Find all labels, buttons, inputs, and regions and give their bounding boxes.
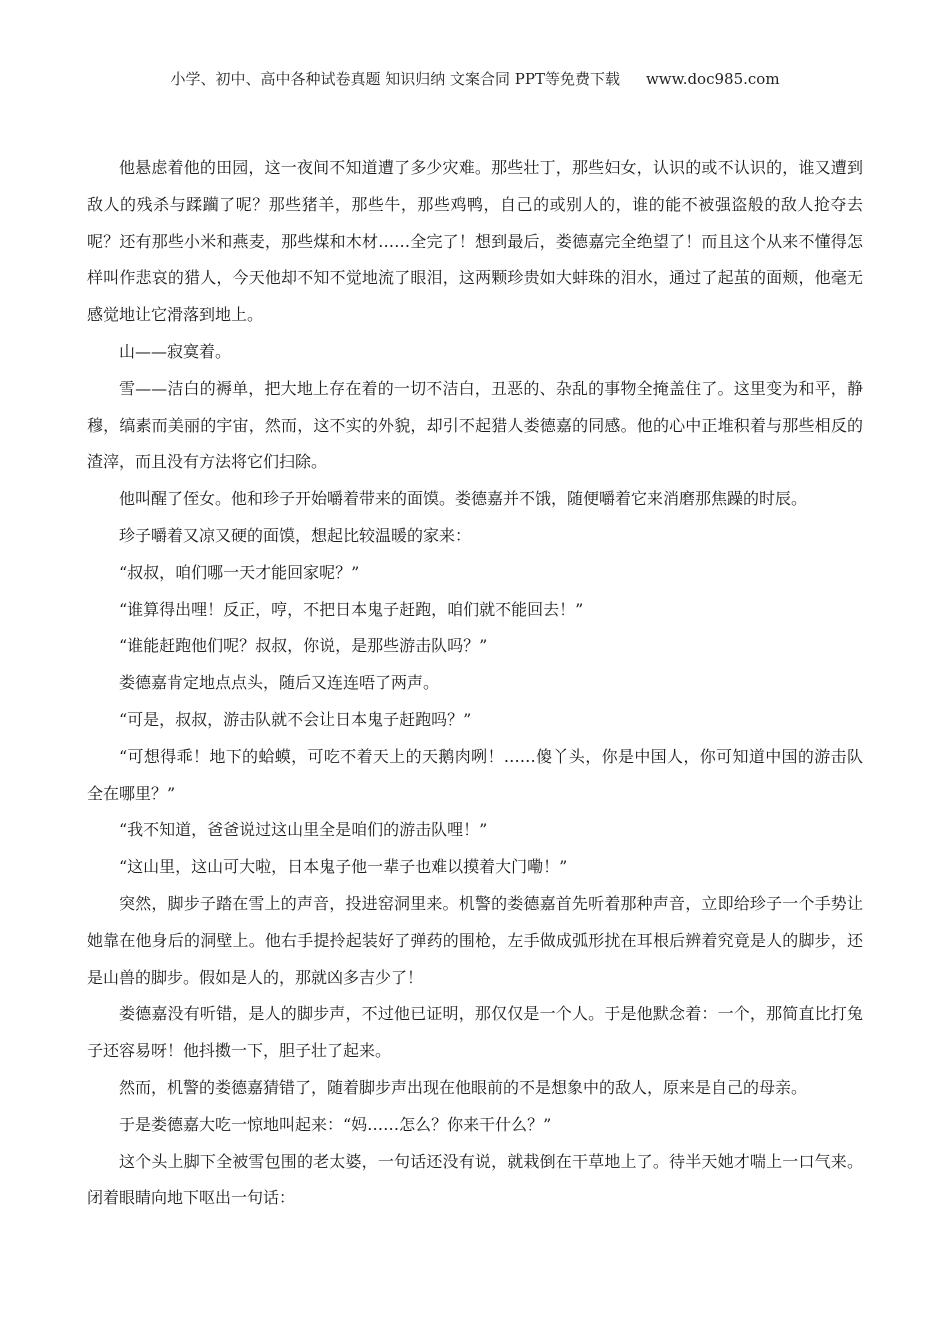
paragraph: “谁算得出哩！反正，哼，不把日本鬼子赶跑，咱们就不能回去！” [119,599,584,619]
page-header [0,68,950,89]
paragraph: 娄德嘉没有听错，是人的脚步声，不过他已证明，那仅仅是一个人。于是他默念着：一个，那简直比打兔子还容易呀！他抖擞一下，胆子壮了起来。 [87,1004,863,1061]
paragraph: 突然，脚步子踏在雪上的声音，投进窑洞里来。机警的娄德嘉首先听着那种声音，立即给珍子一个手势让她靠在他身后的洞壁上。他右手提拎起装好了弹药的围枪，左手做成弧形扰在耳根后辨着究竟是人的脚步，还是山兽的脚步。假如是人的，那就凶多吉少了！ [87,893,863,987]
paragraph: 山——寂寞着。 [119,341,232,361]
paragraph: 娄德嘉肯定地点点头，随后又连连唔了两声。 [119,673,440,693]
header-site: www.doc985.com [645,70,780,88]
paragraph: 他叫醒了侄女。他和珍子开始嚼着带来的面馍。娄德嘉并不饿，随便嚼着它来消磨那焦躁的时辰。 [119,489,808,509]
article-body [87,150,863,1217]
paragraph: “可是，叔叔，游击队就不会让日本鬼子赶跑吗？” [119,709,472,729]
paragraph: 珍子嚼着又凉又硬的面馍，想起比较温暖的家来： [119,525,472,545]
paragraph: 于是娄德嘉大吃一惊地叫起来：“妈……怎么？你来干什么？” [119,1114,552,1134]
paragraph: 然而，机警的娄德嘉猜错了，随着脚步声出现在他眼前的不是想象中的敌人，原来是自己的母亲。 [119,1077,808,1097]
paragraph: “可想得乖！地下的蛤蟆，可吃不着天上的天鹅肉咧！……傻丫头，你是中国人，你可知道中国的游击队全在哪里？” [87,746,863,803]
paragraph: 这个头上脚下全被雪包围的老太婆，一句话还没有说，就栽倒在干草地上了。待半天她才喘上一口气来。闭着眼睛向地下呕出一句话： [87,1151,863,1208]
header-text: 小学、初中、高中各种试卷真题 知识归纳 文案合同 PPT等免费下载 [170,70,620,88]
paragraph: “我不知道，爸爸说过这山里全是咱们的游击队哩！” [119,820,488,840]
paragraph: 他悬虑着他的田园，这一夜间不知道遭了多少灾难。那些壮丁，那些妇女，认识的或不认识的，谁又遭到敌人的残杀与蹂躏了呢？那些猪羊，那些牛，那些鸡鸭，自己的或别人的，谁的能不被强盗般的敌人抢夺去呢？还有那些小米和燕麦，那些煤和木材……全完了！想到最后，娄德嘉完全绝望了！而且这个从来不懂得怎样叫作悲哀的猎人，今天他却不知不觉地流了眼泪，这两颗珍贵如大蚌珠的泪水，通过了起茧的面颊，他毫无感觉地让它滑落到地上。 [87,158,863,325]
paragraph: “这山里，这山可大啦，日本鬼子他一辈子也难以摸着大门嘞！” [119,857,568,877]
paragraph: 雪——洁白的褥单，把大地上存在着的一切不洁白，丑恶的、杂乱的事物全掩盖住了。这里变为和平，静穆，缟素而美丽的宇宙，然而，这不实的外貌，却引不起猎人娄德嘉的同感。他的心中正堆积着与那些相反的渣滓，而且没有方法将它们扫除。 [87,378,863,472]
paragraph: “叔叔，咱们哪一天才能回家呢？” [119,562,360,582]
paragraph: “谁能赶跑他们呢？叔叔，你说，是那些游击队吗？” [119,636,488,656]
